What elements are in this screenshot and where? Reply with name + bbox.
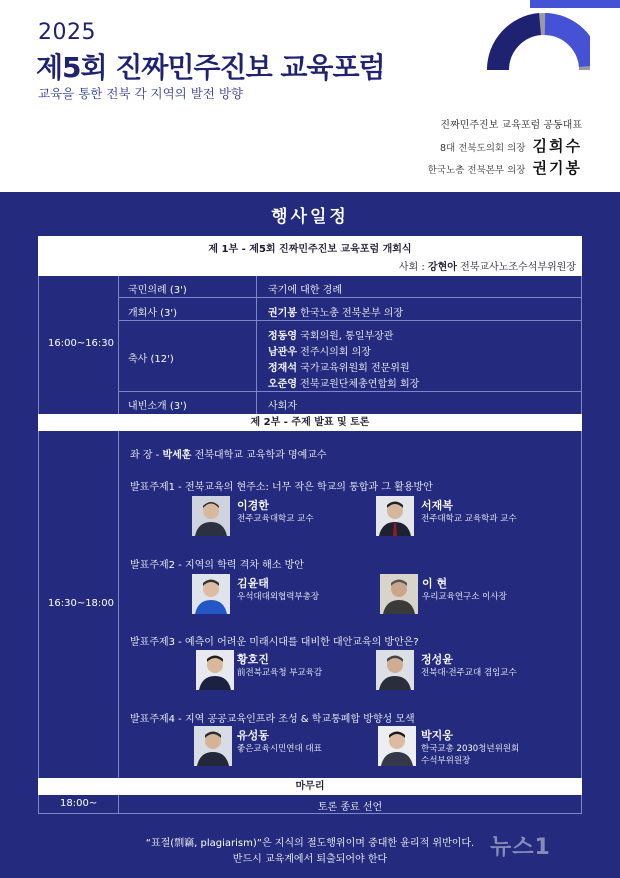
grid-line [118,297,582,298]
speaker-role: 좋은교육시민연대 대표 [237,744,322,754]
plagiarism-notice-2: 반드시 교육계에서 퇴출되어야 한다 [232,854,388,865]
speaker-role: 전주교육대학교 교수 [237,514,314,524]
speaker-name: 이 현 [422,577,448,590]
grid-line [581,431,582,778]
agenda-label: 내빈소개 (3') [128,401,187,412]
speaker-title: 국가교육위원회 전문위원 [300,363,410,374]
agenda-label: 개회사 (3') [128,308,178,319]
speaker-name: 정재석 [268,363,297,374]
part1-time: 16:00~16:30 [48,338,115,349]
chair-title: 전북대학교 교육학과 명예교수 [194,450,327,461]
grid-line [118,320,582,321]
speaker-name: 서재복 [421,499,453,512]
speaker-name: 박지웅 [421,729,453,742]
speaker-name: 이경한 [237,499,269,512]
speaker-photo [378,726,416,766]
moderator-title: 전북교사노조수석부위원장 [460,262,576,273]
speaker-role: 전주대학교 교육학과 교수 [421,514,517,524]
topic-row [130,633,419,648]
representative-role: 8대 전북도의회 의장 [439,143,526,154]
representative-name: 권기봉 [532,159,582,177]
speaker-name: 정성윤 [421,653,453,666]
closing-header: 마무리 [38,778,582,795]
agenda-content: 국기에 대한 경례 [268,285,342,296]
agenda-label: 국민의례 (3') [128,285,187,296]
speaker-role: 前전북교육청 부교육감 [237,668,323,678]
agenda-label: 축사 (12') [128,354,174,365]
representative-name: 김희수 [532,137,582,155]
representative-2 [428,157,582,178]
topic-title: 전북교육의 현주소: 너무 작은 학교의 통합과 그 활용방안 [184,482,433,493]
speaker-photo [380,574,418,614]
speaker-name: 남관우 [268,347,297,358]
chair-label: 좌 장 - [130,450,160,461]
schedule-title: 행사일정 [271,207,349,227]
speaker-photo [376,650,414,690]
chair-name: 박세훈 [162,450,192,461]
speaker-title: 국회의원, 통일부장관 [300,331,394,342]
speaker-title: 전주시의회 의장 [300,347,371,358]
event-subtitle: 교육을 통한 전북 각 지역의 발전 방향 [38,86,243,101]
topic-title: 지역의 학력 격차 해소 방안 [184,560,304,571]
watermark-text: 뉴스1 [490,835,551,860]
agenda-content [268,304,403,319]
speaker-role: 수석부위원장 [421,756,471,766]
speaker-role: 우석대대외협력부총장 [237,592,320,602]
event-title: 제5회 진짜민주진보 교육포럼 [36,51,385,84]
part1-header [38,236,582,276]
chair-row [130,446,327,461]
representative-1 [440,135,582,156]
plagiarism-notice: “표절(剽竊, plagiarism)”은 지식의 절도행위이며 중대한 윤리적 위반이다. [145,838,475,849]
speaker-photo [196,650,234,690]
topic-label: 발표주제3 - [130,637,182,648]
part1-title: 제 1부 - 제5회 진짜민주진보 교육포럼 개회식 [208,244,412,255]
co-representatives-title: 진짜민주진보 교육포럼 공동대표 [440,120,582,131]
part2-header: 제 2부 - 주제 발표 및 토론 [38,414,582,431]
event-year: 2025 [38,20,96,45]
moderator-label: 사회 : [398,262,425,273]
speaker-photo [192,574,230,614]
congratulatory-speaker [268,359,410,374]
poster-header [0,0,620,185]
grid-line [118,391,582,392]
grid-line [38,813,582,814]
part1-moderator [399,258,576,273]
congratulatory-speaker [268,343,371,358]
speaker-role: 한국교총 2030청년위원회 [421,744,520,754]
grid-line [118,431,119,778]
speaker-name: 유성동 [237,729,269,742]
speaker-photo [192,496,230,536]
speaker-name: 정동영 [268,331,297,342]
topic-label: 발표주제4 - [130,714,182,725]
grid-line [38,276,39,414]
speaker-name: 황호진 [237,653,269,666]
topic-row [130,478,433,493]
topic-label: 발표주제1 - [130,482,182,493]
topic-title: 지역 공공교육인프라 조성 & 학교통폐합 방향성 모색 [184,714,415,725]
topic-row [130,710,415,725]
schedule-panel [0,192,620,878]
moderator-name: 강현아 [427,262,457,273]
representative-role: 한국노총 전북본부 의장 [427,165,526,176]
speaker-title: 전북교원단체총연합회 회장 [300,379,420,390]
speaker-photo [376,496,414,536]
agenda-person-name: 권기봉 [268,308,297,319]
congratulatory-speaker [268,327,393,342]
grid-line [38,795,39,814]
speaker-name: 김윤태 [237,577,269,590]
agenda-content: 사회자 [268,401,297,412]
decorative-arc-icon [470,0,620,115]
congratulatory-speaker [268,375,419,390]
speaker-photo [194,726,232,766]
topic-row [130,556,304,571]
topic-title: 예측이 어려운 미래시대를 대비한 대안교육의 방안은? [184,637,419,648]
part2-time: 16:30~18:00 [48,598,115,609]
closing-time: 18:00~ [60,798,98,809]
agenda-person-title: 한국노총 전북본부 의장 [300,308,404,319]
news1-watermark [490,822,610,866]
speaker-name: 오준영 [268,379,297,390]
topic-label: 발표주제2 - [130,560,182,571]
speaker-role: 전북대·전주교대 겸임교수 [421,668,517,678]
closing-content: 토론 종료 선언 [317,802,383,813]
grid-line [38,431,39,778]
speaker-role: 우리교육연구소 이사장 [422,592,507,602]
